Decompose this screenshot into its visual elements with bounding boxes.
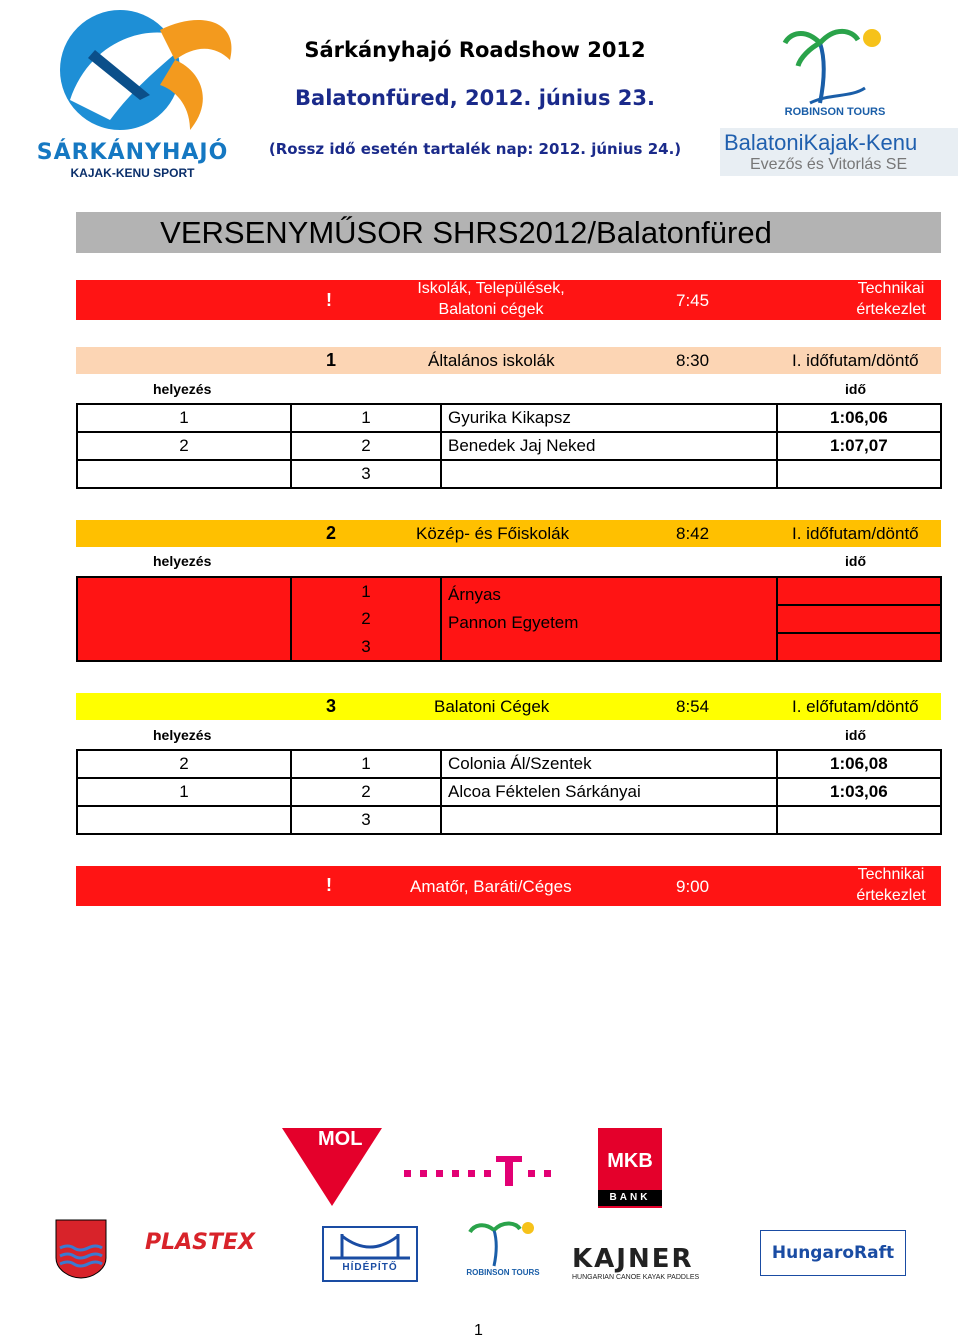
race1-time-1: 1:06,06 (777, 404, 941, 432)
race1-place-2: 2 (77, 432, 291, 460)
race1-place-3 (77, 460, 291, 488)
hungaroraft-logo-text: HungaroRaft (771, 1243, 895, 1263)
race1-team-2: Benedek Jaj Neked (441, 432, 777, 460)
race2-lane-2: 2 (291, 605, 441, 633)
race2-time-3 (777, 633, 941, 661)
final-time: 9:00 (676, 877, 710, 896)
backup-date-note: (Rossz idő esetén tartalék nap: 2012. június 24.) (268, 140, 682, 158)
intro-time: 7:45 (676, 291, 710, 310)
race1-time-2: 1:07,07 (777, 432, 941, 460)
race2-lane-1: 1 (291, 577, 441, 605)
race2-header (76, 520, 941, 547)
coat-of-arms-icon (54, 1218, 108, 1280)
race3-time: 8:54 (676, 697, 710, 716)
race1-lane-2: 2 (291, 432, 441, 460)
race3-time-3 (777, 806, 941, 834)
mkb-bank-text: BANK (609, 1192, 651, 1203)
race3-team-3 (441, 806, 777, 834)
race3-type: I. előfutam/döntő (792, 697, 919, 716)
race2-team-3 (441, 633, 777, 661)
program-banner-title: VERSENYMŰSOR SHRS2012/Balatonfüred (160, 215, 772, 250)
race2-lane-3: 3 (291, 633, 441, 661)
sarkanyhajo-logo-text: SÁRKÁNYHAJÓ (36, 140, 229, 165)
kajner-logo-subtext: HUNGARIAN CANOE KAYAK PADDLES (572, 1274, 700, 1281)
race1-type: I. időfutam/döntő (792, 351, 919, 370)
race3-col-time: idő (845, 727, 866, 743)
mol-logo (282, 1128, 382, 1206)
table-row (77, 778, 941, 806)
race1-lane-3: 3 (291, 460, 441, 488)
race1-time: 8:30 (676, 351, 710, 370)
race1-header (76, 347, 941, 374)
intro-note-line2: értekezlet (856, 301, 926, 318)
race1-table (76, 403, 942, 489)
race2-place-1 (77, 577, 291, 605)
plastex-logo (145, 1230, 285, 1260)
sarkanyhajo-logo-subtext: KAJAK-KENU SPORT (70, 166, 195, 180)
telekom-logo (402, 1152, 554, 1188)
intro-row (76, 280, 941, 320)
table-row (77, 577, 941, 605)
race1-team-3 (441, 460, 777, 488)
mkb-bank-strip (598, 1190, 662, 1206)
mkb-bank-logo (598, 1128, 662, 1208)
mkb-logo-text: MKB (607, 1150, 653, 1172)
race1-lane-1: 1 (291, 404, 441, 432)
kajner-logo-text: KAJNER (572, 1244, 694, 1274)
bridge-icon (324, 1228, 416, 1264)
race1-number: 1 (326, 350, 337, 370)
race2-place-2 (77, 605, 291, 633)
race3-team-1: Colonia Ál/Szentek (441, 750, 777, 778)
race2-time-2 (777, 605, 941, 633)
final-note-line1: Technikai (857, 866, 925, 883)
sarkanyhajo-logo (0, 0, 262, 185)
plastex-logo-text: PLASTEX (145, 1230, 256, 1255)
kajner-logo (572, 1244, 732, 1284)
race3-time-1: 1:06,08 (777, 750, 941, 778)
race2-type: I. időfutam/döntő (792, 524, 919, 543)
hungaroraft-logo (760, 1230, 906, 1276)
race3-time-2: 1:03,06 (777, 778, 941, 806)
table-row (77, 404, 941, 432)
race3-lane-3: 3 (291, 806, 441, 834)
race3-name: Balatoni Cégek (434, 697, 550, 716)
event-title: Sárkányhajó Roadshow 2012 (304, 38, 646, 62)
race3-place-2: 1 (77, 778, 291, 806)
race3-place-3 (77, 806, 291, 834)
race1-time-3 (777, 460, 941, 488)
balatoni-kajak-kenu-text: BalatoniKajak-Kenu (724, 130, 918, 155)
robinson-sponsor-text: ROBINSON TOURS (466, 1268, 540, 1277)
intro-note-line1: Technikai (857, 280, 925, 297)
intro-mark: ! (326, 290, 332, 310)
event-location-date: Balatonfüred, 2012. június 23. (295, 86, 655, 110)
table-row (77, 605, 941, 633)
race2-place-3 (77, 633, 291, 661)
mol-logo-text: MOL (318, 1128, 363, 1150)
race3-number: 3 (326, 696, 337, 716)
intro-label-line1: Iskolák, Települések, (417, 280, 565, 297)
race1-team-1: Gyurika Kikapsz (441, 404, 777, 432)
race1-place-1: 1 (77, 404, 291, 432)
final-row (76, 866, 941, 906)
race1-col-time: idő (845, 381, 866, 397)
race2-name: Közép- és Főiskolák (416, 524, 570, 543)
program-banner (76, 212, 941, 253)
race3-table (76, 749, 942, 835)
page-number: 1 (474, 1322, 483, 1339)
race3-team-2: Alcoa Féktelen Sárkányai (441, 778, 777, 806)
evezos-vitorlas-text: Evezős és Vitorlás SE (750, 156, 908, 173)
race2-time: 8:42 (676, 524, 710, 543)
race2-col-time: idő (845, 553, 866, 569)
coat-of-arms-logo (54, 1218, 108, 1280)
table-row (77, 806, 941, 834)
telekom-t-icon (402, 1152, 554, 1188)
palm-tree-icon (780, 18, 890, 108)
race2-table (76, 576, 942, 662)
robinson-tours-text: ROBINSON TOURS (784, 106, 886, 118)
hidepito-logo (322, 1226, 418, 1282)
race3-place-1: 2 (77, 750, 291, 778)
race3-lane-1: 1 (291, 750, 441, 778)
table-row (77, 633, 941, 661)
intro-label-line2: Balatoni cégek (438, 301, 544, 318)
final-note-line2: értekezlet (856, 887, 926, 904)
race2-number: 2 (326, 523, 337, 543)
final-mark: ! (326, 875, 332, 895)
race2-team-2: Pannon Egyetem (441, 605, 777, 633)
race3-header (76, 693, 941, 720)
race3-col-place: helyezés (153, 727, 212, 743)
dragon-logo-icon (0, 0, 262, 150)
race2-col-place: helyezés (153, 553, 212, 569)
table-row (77, 432, 941, 460)
robinson-tours-logo (780, 18, 890, 120)
table-row (77, 460, 941, 488)
robinson-tours-sponsor-logo (466, 1216, 540, 1282)
race1-col-place: helyezés (153, 381, 212, 397)
palm-tree-icon (466, 1216, 540, 1268)
final-label: Amatőr, Baráti/Céges (410, 877, 572, 896)
hidepito-logo-text: HÍDÉPÍTŐ (342, 1262, 398, 1273)
race1-name: Általános iskolák (428, 351, 555, 370)
race2-team-1: Árnyas (441, 577, 777, 605)
race2-time-1 (777, 577, 941, 605)
table-row (77, 750, 941, 778)
race3-lane-2: 2 (291, 778, 441, 806)
balatoni-kajak-kenu-logo (720, 128, 958, 176)
